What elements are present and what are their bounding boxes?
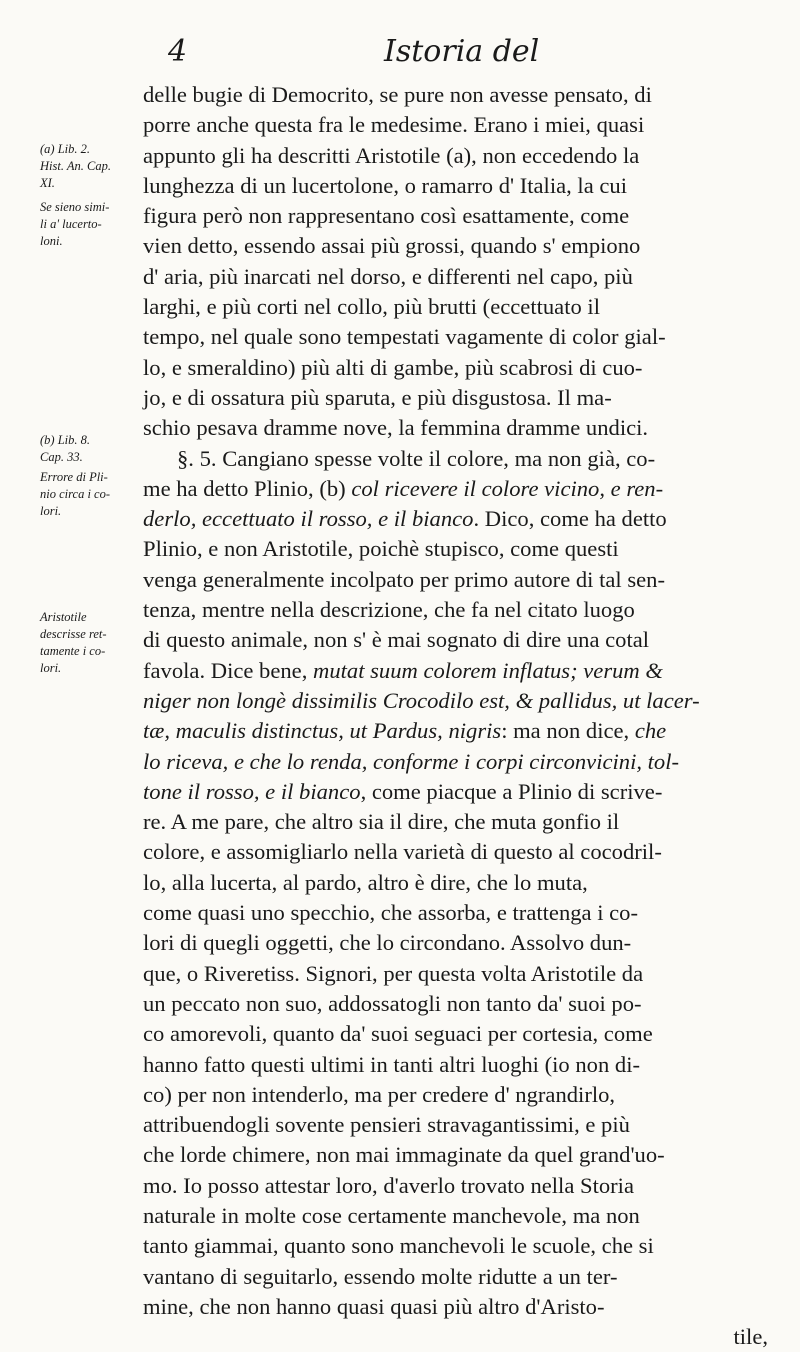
text-run: . Dico, come ha detto bbox=[473, 506, 667, 532]
text-line: re. A me pare, che altro sia il dire, che muta gonfio il bbox=[143, 809, 620, 835]
catchword: tile, bbox=[733, 1324, 768, 1350]
margin-note-topic-aristotle bbox=[40, 609, 140, 677]
margin-note-line: nio circa i co- bbox=[40, 487, 111, 501]
text-line: Plinio, e non Aristotile, poichè stupisco, come questi bbox=[143, 536, 619, 562]
text-run: : ma non dice, bbox=[501, 718, 635, 744]
text-line: mo. Io posso attestar loro, d'averlo trovato nella Storia bbox=[143, 1172, 634, 1198]
text-line: colore, e assomigliarlo nella varietà di questo al cocodril- bbox=[143, 839, 662, 865]
margin-note-line: Hist. An. Cap. bbox=[40, 159, 111, 173]
text-line: schio pesava dramme nove, la femmina dramme undici. bbox=[143, 415, 649, 441]
text-line: figura però non rappresentano così esattamente, come bbox=[143, 203, 630, 229]
text-line bbox=[143, 716, 768, 746]
text-line: lo, e smeraldino) più alti di gambe, più scabrosi di cuo- bbox=[143, 354, 643, 380]
text-line: jo, e di ossatura più sparuta, e più disgustosa. Il ma- bbox=[143, 384, 612, 410]
margin-note-line: XI. bbox=[40, 176, 55, 190]
text-line: lunghezza di un lucertolone, o ramarro d' Italia, la cui bbox=[143, 172, 627, 198]
quoted-text-line: lo riceva, e che lo renda, conforme i corpi circonvicini, tol- bbox=[143, 748, 680, 774]
margin-note-line: Aristotile bbox=[40, 610, 87, 624]
latin-quote: tæ, maculis distinctus, ut Pardus, nigris bbox=[143, 718, 502, 744]
quoted-text: derlo, eccettuato il rosso, e il bianco bbox=[143, 506, 474, 532]
quoted-text: che bbox=[634, 718, 667, 744]
margin-note-line: li a' lucerto- bbox=[40, 217, 102, 231]
margin-note-line: Cap. 33. bbox=[40, 450, 83, 464]
margin-note-citation-a bbox=[40, 141, 140, 192]
page-number: 4 bbox=[168, 34, 188, 69]
text-line bbox=[143, 474, 768, 504]
text-line: attribuendogli sovente pensieri stravagantissimi, e più bbox=[143, 1112, 630, 1138]
text-line: come quasi uno specchio, che assorba, e trattenga i co- bbox=[143, 900, 638, 926]
text-line: lo, alla lucerta, al pardo, altro è dire, che lo muta, bbox=[143, 869, 588, 895]
text-line: che lorde chimere, non mai immaginate da quel grand'uo- bbox=[143, 1142, 665, 1168]
text-line: naturale in molte cose certamente manchevole, ma non bbox=[143, 1202, 640, 1228]
margin-note-line: descrisse ret- bbox=[40, 627, 107, 641]
latin-quote-line: niger non longè dissimilis Crocodilo est, & pallidus, ut lacer- bbox=[143, 687, 700, 713]
text-line: mine, che non hanno quasi quasi più altro d'Aristo- bbox=[143, 1293, 605, 1319]
running-title: Istoria del bbox=[384, 34, 540, 69]
text-line: venga generalmente incolpato per primo autore di tal sen- bbox=[143, 566, 665, 592]
text-line bbox=[143, 777, 768, 807]
margin-note-line: (a) Lib. 2. bbox=[40, 142, 90, 156]
margin-note-line: loni. bbox=[40, 234, 63, 248]
text-line: vien detto, essendo assai più grossi, quando s' empiono bbox=[143, 233, 641, 259]
text-line: lori di quegli oggetti, che lo circondano. Assolvo dun- bbox=[143, 930, 632, 956]
main-text bbox=[143, 80, 768, 1352]
margin-note-line: lori. bbox=[40, 504, 62, 518]
text-line: co amorevoli, quanto da' suoi seguaci per cortesia, come bbox=[143, 1021, 653, 1047]
paragraph-start-line: §. 5. Cangiano spesse volte il colore, ma non già, co- bbox=[177, 445, 656, 471]
text-line: tanto giammai, quanto sono manchevoli le scuole, che si bbox=[143, 1233, 654, 1259]
quoted-text: col ricevere il colore vicino, e ren- bbox=[351, 475, 664, 501]
text-line: tempo, nel quale sono tempestati vagamente di color gial- bbox=[143, 324, 666, 350]
text-line: un peccato non suo, addossatogli non tanto da' suoi po- bbox=[143, 990, 642, 1016]
text-line: d' aria, più inarcati nel dorso, e differenti nel capo, più bbox=[143, 263, 633, 289]
text-line: vantano di seguitarlo, essendo molte ridutte a un ter- bbox=[143, 1263, 618, 1289]
margin-note-line: lori. bbox=[40, 661, 62, 675]
text-line bbox=[143, 504, 768, 534]
page-header bbox=[0, 26, 800, 72]
margin-note-line: (b) Lib. 8. bbox=[40, 433, 90, 447]
text-line: larghi, e più corti nel collo, più brutti (eccettuato il bbox=[143, 294, 600, 320]
text-line: di questo animale, non s' è mai sognato di dire una cotal bbox=[143, 627, 650, 653]
text-line: porre anche questa fra le medesime. Erano i miei, quasi bbox=[143, 112, 645, 138]
text-line: hanno fatto questi ultimi in tanti altri luoghi (io non di- bbox=[143, 1051, 640, 1077]
text-line bbox=[143, 656, 768, 686]
text-run: favola. Dice bene, bbox=[143, 657, 313, 683]
margin-note-line: Se sieno simi- bbox=[40, 200, 110, 214]
quoted-text: tone il rosso, e il bianco bbox=[143, 778, 361, 804]
margin-note-topic-similarity bbox=[40, 199, 140, 250]
text-run: me ha detto Plinio, (b) bbox=[143, 475, 352, 501]
text-line: tenza, mentre nella descrizione, che fa nel citato luogo bbox=[143, 597, 635, 623]
margin-note-line: tamente i co- bbox=[40, 644, 106, 658]
text-line: delle bugie di Democrito, se pure non avesse pensato, di bbox=[143, 82, 652, 107]
margin-note-topic-pliny-error bbox=[40, 469, 140, 520]
text-line: co) per non intenderlo, ma per credere d' ngrandirlo, bbox=[143, 1081, 616, 1107]
latin-quote: mutat suum colorem inflatus; verum & bbox=[313, 657, 663, 683]
text-line: appunto gli ha descritti Aristotile (a), non eccedendo la bbox=[143, 142, 640, 168]
margin-note-citation-b bbox=[40, 432, 140, 466]
text-run: , come piacque a Plinio di scrive- bbox=[360, 778, 663, 804]
margin-note-line: Errore di Pli- bbox=[40, 470, 108, 484]
text-line: que, o Riveretiss. Signori, per questa volta Aristotile da bbox=[143, 960, 644, 986]
